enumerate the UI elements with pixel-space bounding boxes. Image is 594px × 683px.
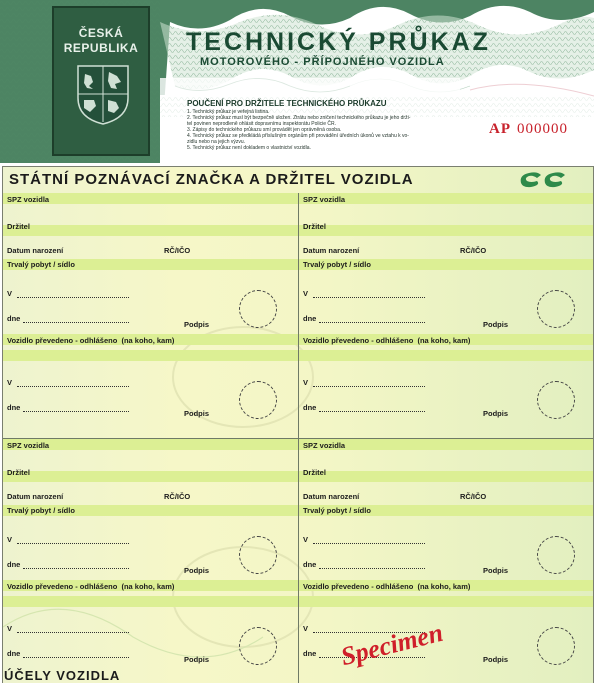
stamp-circle[interactable] [537, 627, 575, 665]
residence-label: Trvalý pobyt / sídlo [7, 260, 75, 269]
signature-label: Podpis [483, 409, 509, 418]
instruction-item: 3. Zápisy do technického průkazu smí provádět jen oprávněná osoba. [187, 127, 342, 133]
holder-label: Držitel [303, 222, 326, 231]
rc-label: RČ/IČO [164, 492, 191, 501]
serial-number [489, 121, 568, 138]
section-title: STÁTNÍ POZNÁVACÍ ZNAČKA A DRŽITEL VOZIDLA [9, 171, 414, 188]
state-emblem [52, 6, 150, 156]
place-line[interactable] [17, 386, 129, 387]
residence-label: Trvalý pobyt / sídlo [7, 506, 75, 515]
rc-label: RČ/IČO [164, 246, 191, 255]
spz-label: SPZ vozidla [7, 441, 50, 450]
place-label: V [303, 289, 309, 298]
instructions-list [187, 109, 487, 151]
place-label: V [7, 378, 13, 387]
signature-label: Podpis [184, 566, 210, 575]
instruction-item: 5. Technický průkaz není dokladem o vlastnictví vozidla. [187, 145, 311, 151]
spz-label: SPZ vozidla [303, 195, 346, 204]
date-line[interactable] [23, 322, 129, 323]
stamp-circle[interactable] [239, 290, 277, 328]
date-line[interactable] [319, 568, 425, 569]
stamp-circle[interactable] [537, 381, 575, 419]
ss-logo-icon [517, 167, 571, 189]
instruction-item: 4. Technický průkaz se předkládá příslušným orgánům při provádění úředních úkonů ve vztahu k vo- [187, 133, 409, 139]
residence-label: Trvalý pobyt / sídlo [303, 260, 371, 269]
date-label: dne [7, 314, 21, 323]
place-line[interactable] [17, 297, 129, 298]
dob-label: Datum narození [7, 246, 64, 255]
stamp-circle[interactable] [239, 627, 277, 665]
place-line[interactable] [17, 543, 129, 544]
document-header [0, 0, 594, 163]
signature-label: Podpis [184, 655, 210, 664]
holder-label: Držitel [7, 222, 30, 231]
instruction-item: tel povinen neprodleně ohlásit dopravnímu inspektorátu Policie ČR. [187, 121, 336, 127]
serial-prefix: AP [489, 121, 511, 137]
place-label: V [7, 535, 13, 544]
signature-label: Podpis [184, 409, 210, 418]
registration-block [299, 193, 594, 437]
instruction-item: 2. Technický průkaz musí být bezpečně uložen. Ztrátu nebo zničení technického průkazu je jeho drži- [187, 115, 411, 121]
document-subtitle: MOTOROVÉHO - PŘÍPOJNÉHO VOZIDLA [200, 56, 445, 68]
date-label: dne [303, 649, 317, 658]
dob-label: Datum narození [303, 246, 360, 255]
stamp-circle[interactable] [239, 536, 277, 574]
rc-label: RČ/IČO [460, 492, 487, 501]
emblem-line-1: ČESKÁ [78, 26, 124, 40]
specimen-watermark: Specimen [337, 617, 446, 672]
dob-label: Datum narození [303, 492, 360, 501]
form-column-right [299, 193, 594, 683]
instruction-item: 1. Technický průkaz je veřejná listina. [187, 109, 270, 115]
instruction-item: zidlu nebo na jejich výzvu. [187, 139, 246, 145]
registration-block [3, 193, 298, 437]
transfer-label: Vozidlo převedeno - odhlášeno (na koho, kam) [303, 582, 471, 591]
date-label: dne [7, 403, 21, 412]
dob-label: Datum narození [7, 492, 64, 501]
place-line[interactable] [313, 297, 425, 298]
signature-label: Podpis [184, 320, 210, 329]
instructions-title: POUČENÍ PRO DRŽITELE TECHNICKÉHO PRŮKAZU [187, 99, 387, 108]
form-column-left [3, 193, 299, 683]
date-line[interactable] [319, 322, 425, 323]
date-label: dne [303, 560, 317, 569]
residence-label: Trvalý pobyt / sídlo [303, 506, 371, 515]
place-line[interactable] [313, 386, 425, 387]
place-label: V [303, 535, 309, 544]
coat-of-arms-icon [76, 64, 130, 126]
document-title: TECHNICKÝ PRŮKAZ [186, 28, 491, 56]
place-label: V [303, 624, 309, 633]
registration-block [3, 438, 298, 683]
transfer-label: Vozidlo převedeno - odhlášeno (na koho, kam) [303, 336, 471, 345]
emblem-line-2: REPUBLIKA [63, 41, 139, 55]
signature-label: Podpis [483, 655, 509, 664]
date-line[interactable] [23, 411, 129, 412]
next-section-title: ÚČELY VOZIDLA [4, 668, 121, 683]
spz-label: SPZ vozidla [7, 195, 50, 204]
transfer-label: Vozidlo převedeno - odhlášeno (na koho, kam) [7, 336, 175, 345]
stamp-circle[interactable] [537, 536, 575, 574]
place-label: V [7, 624, 13, 633]
transfer-label: Vozidlo převedeno - odhlášeno (na koho, kam) [7, 582, 175, 591]
holder-label: Držitel [303, 468, 326, 477]
holder-label: Držitel [7, 468, 30, 477]
date-label: dne [7, 649, 21, 658]
date-line[interactable] [23, 568, 129, 569]
date-label: dne [303, 314, 317, 323]
place-label: V [303, 378, 309, 387]
stamp-circle[interactable] [537, 290, 575, 328]
date-label: dne [7, 560, 21, 569]
date-line[interactable] [319, 411, 425, 412]
signature-label: Podpis [483, 566, 509, 575]
place-line[interactable] [17, 632, 129, 633]
rc-label: RČ/IČO [460, 246, 487, 255]
place-line[interactable] [313, 543, 425, 544]
holder-form [2, 166, 594, 683]
date-label: dne [303, 403, 317, 412]
signature-label: Podpis [483, 320, 509, 329]
stamp-circle[interactable] [239, 381, 277, 419]
date-line[interactable] [23, 657, 129, 658]
place-label: V [7, 289, 13, 298]
serial-digits: 000000 [517, 121, 568, 137]
spz-label: SPZ vozidla [303, 441, 346, 450]
